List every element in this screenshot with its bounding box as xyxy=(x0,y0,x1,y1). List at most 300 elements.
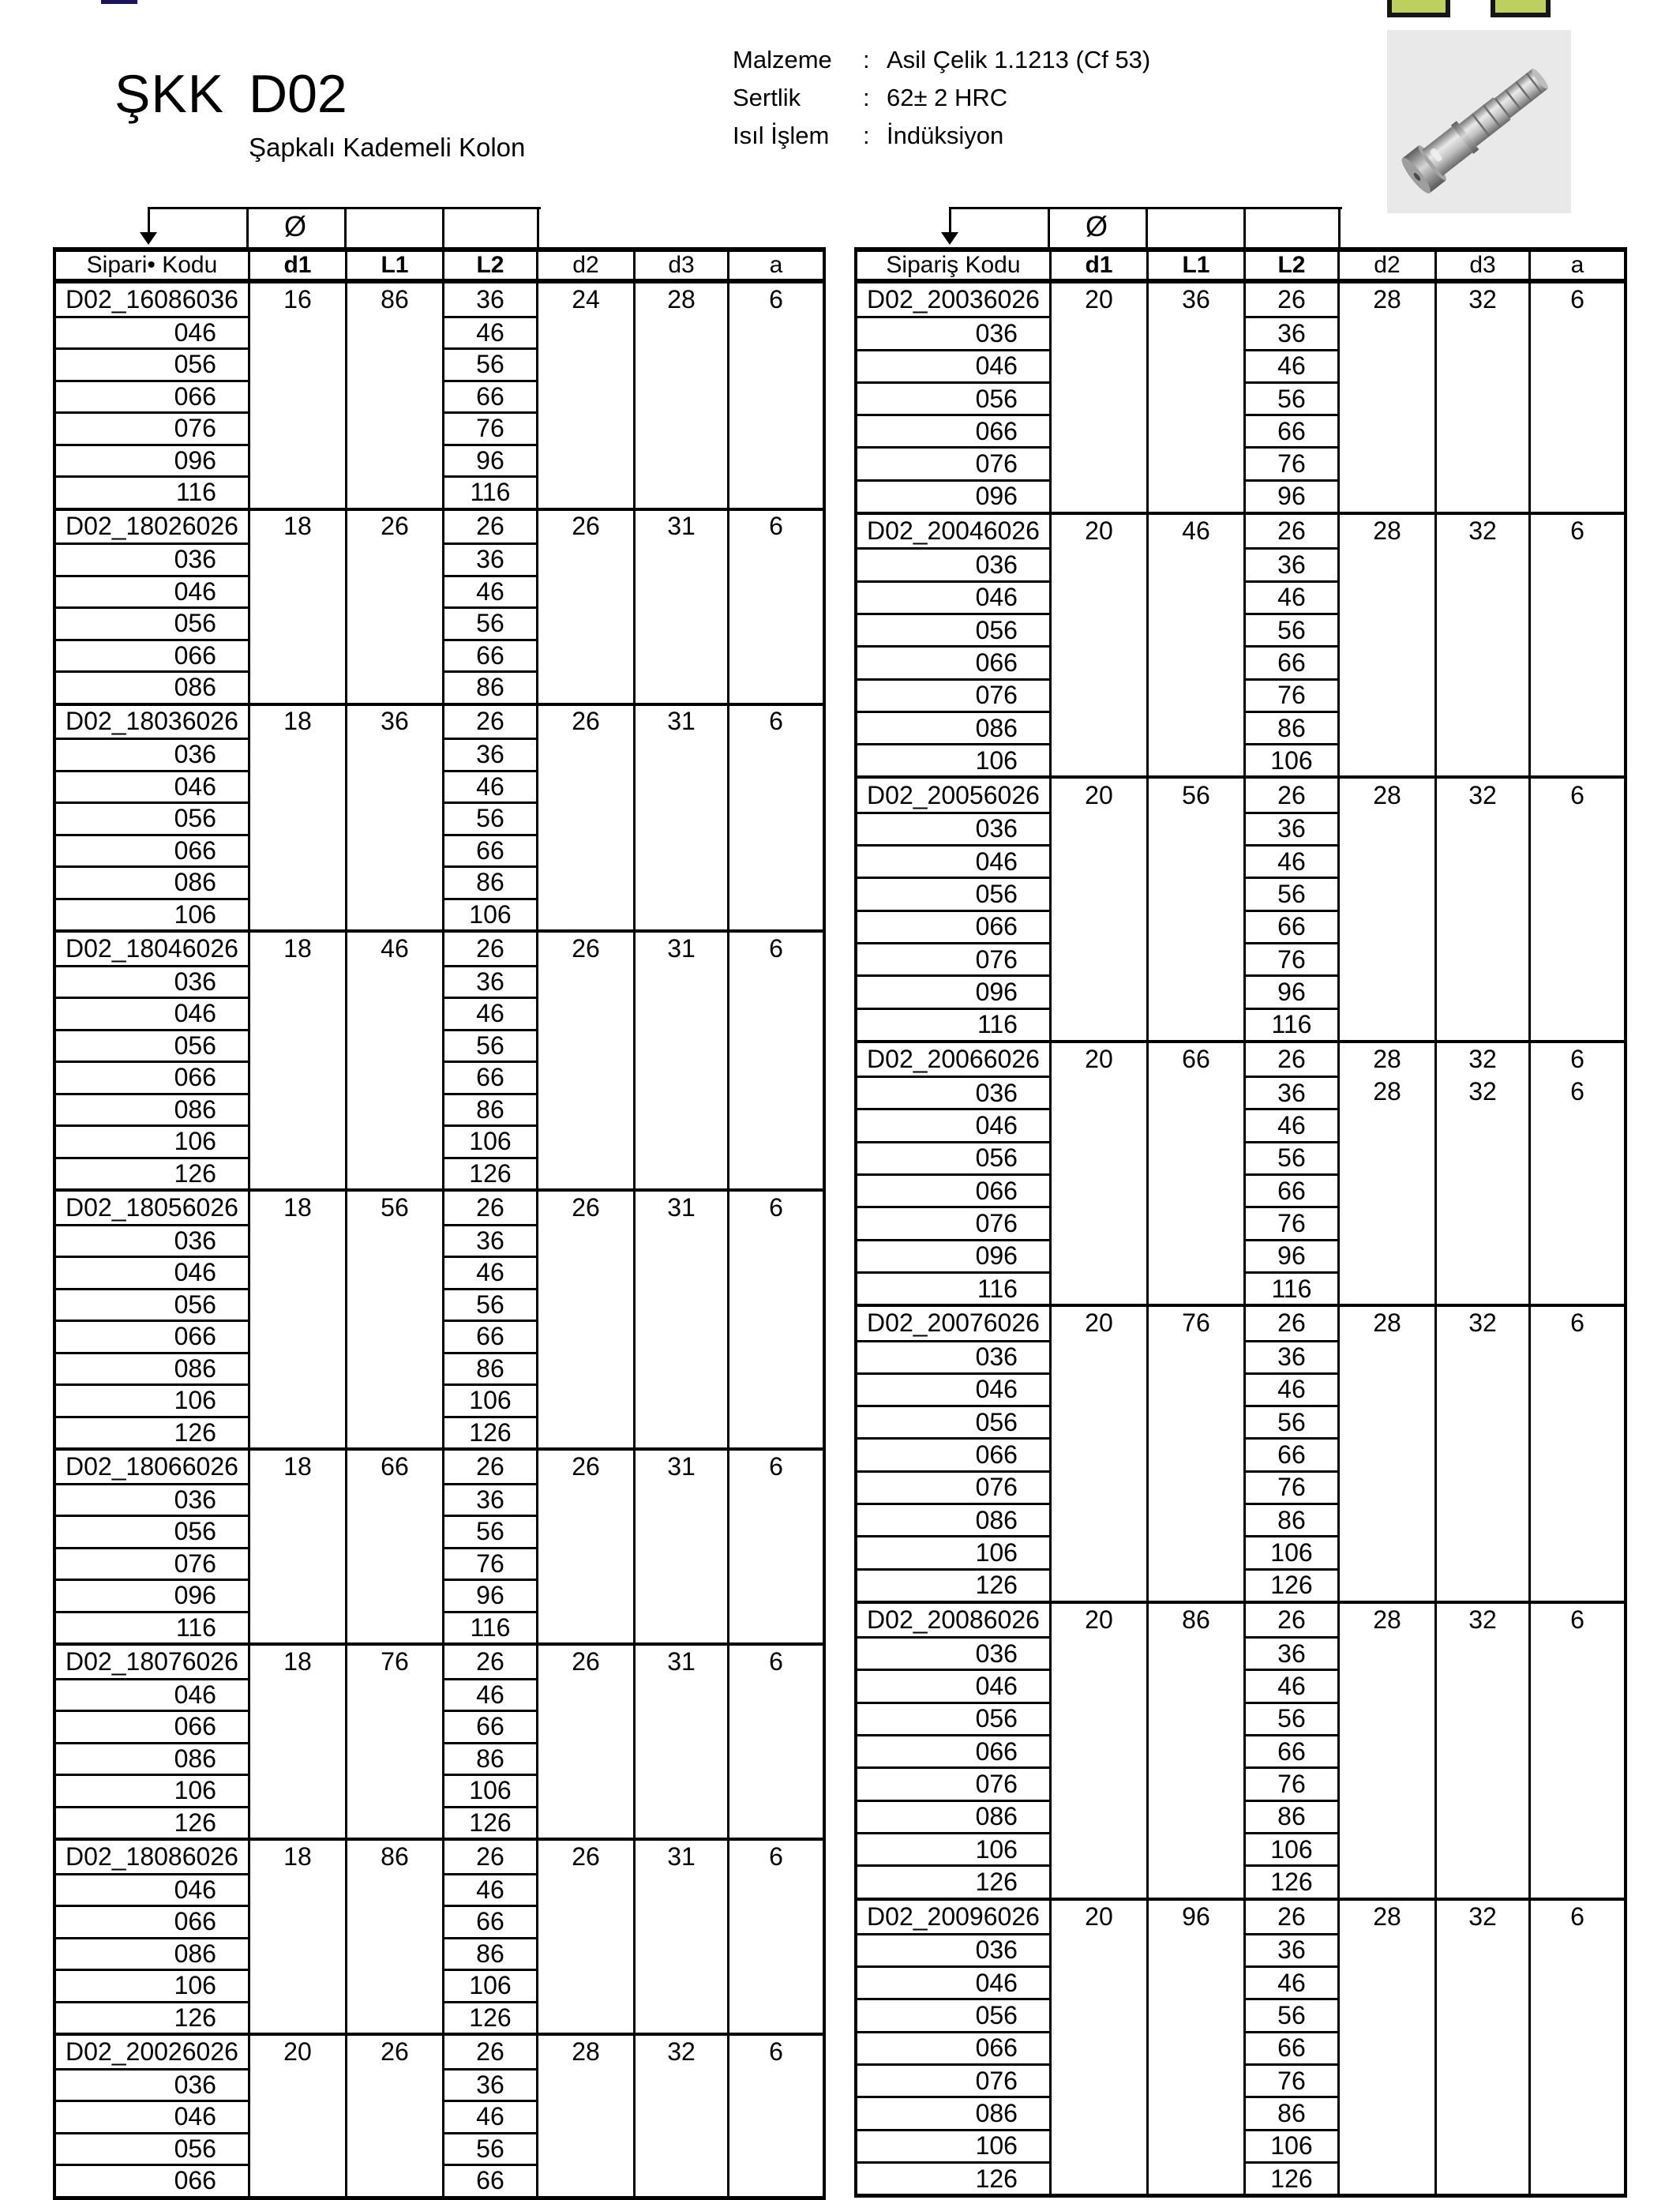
L2-column xyxy=(442,706,536,930)
L2-cell: 56 xyxy=(444,2132,536,2164)
L1-cell: 46 xyxy=(1182,516,1210,546)
d1-cell: 20 xyxy=(1085,1605,1113,1635)
d2-column xyxy=(1337,1307,1434,1601)
L2-cell: 86 xyxy=(444,670,536,703)
down-arrow-icon xyxy=(140,232,157,245)
order-code-cell: 096 xyxy=(857,974,1049,1007)
a-cell: 6 xyxy=(769,933,783,963)
a-cell: 6 xyxy=(1570,1902,1584,1931)
L2-cell: 56 xyxy=(1246,1141,1337,1173)
spec-label: Sertlik xyxy=(733,84,801,111)
a-column xyxy=(727,511,823,703)
L1-column xyxy=(345,2036,442,2196)
order-code-column xyxy=(857,779,1049,1039)
spec-value: Asil Çelik 1.1213 (Cf 53) xyxy=(887,46,1151,73)
L2-cell: 106 xyxy=(1246,2129,1337,2161)
order-code-column xyxy=(857,515,1049,775)
order-code-cell: 106 xyxy=(56,1969,248,2001)
L2-cell: 126 xyxy=(444,2001,536,2033)
d3-cell: 31 xyxy=(667,933,696,963)
spec-row-isil-islem xyxy=(733,117,1150,155)
spec-row-malzeme xyxy=(733,41,1150,79)
order-code-cell: D02_20096026 xyxy=(867,1902,1040,1931)
d1-cell: 20 xyxy=(1085,1044,1113,1073)
d1-column xyxy=(248,933,345,1188)
d3-column xyxy=(1434,1307,1528,1601)
L1-column xyxy=(1146,779,1243,1039)
order-code-cell: D02_18046026 xyxy=(66,933,238,963)
order-group-D02_18086026 xyxy=(56,1838,823,2033)
L1-column xyxy=(1146,1604,1243,1898)
spec-value: İndüksiyon xyxy=(887,122,1004,149)
order-code-cell: 066 xyxy=(857,1173,1049,1206)
order-code-cell: 046 xyxy=(56,316,248,348)
d1-column xyxy=(1049,1901,1146,2194)
order-code-cell: 106 xyxy=(857,743,1049,775)
L2-cell: 56 xyxy=(1246,1998,1337,2030)
d3-column xyxy=(1434,1604,1528,1898)
order-group-D02_20026026 xyxy=(56,2033,823,2196)
L2-cell: 86 xyxy=(444,1937,536,1969)
L2-cell: 26 xyxy=(1277,285,1306,314)
d2-cell: 26 xyxy=(572,1192,600,1222)
a-column xyxy=(1528,1307,1624,1601)
d2-cell: 26 xyxy=(572,1451,600,1481)
L2-cell: 46 xyxy=(1246,844,1337,877)
d2-column xyxy=(536,1841,633,2033)
d2-cell: 28 xyxy=(1373,1605,1401,1635)
order-code-column xyxy=(56,1192,248,1447)
order-code-cell: 086 xyxy=(56,1742,248,1774)
L2-cell: 26 xyxy=(476,1646,504,1676)
a-cell: 6 xyxy=(769,1451,783,1481)
order-group-D02_20056026 xyxy=(857,775,1624,1039)
L2-cell: 26 xyxy=(476,1841,504,1871)
order-code-cell: 096 xyxy=(857,1239,1049,1271)
d3-column xyxy=(1434,283,1528,512)
order-code-cell: 086 xyxy=(857,711,1049,743)
order-code-cell: 056 xyxy=(857,877,1049,909)
L2-cell: 66 xyxy=(1246,2031,1337,2063)
page-subtitle: Şapkalı Kademeli Kolon xyxy=(249,133,526,162)
L2-column xyxy=(1243,779,1337,1039)
order-code-cell: D02_20026026 xyxy=(66,2037,238,2066)
a-cell: 6 xyxy=(1570,1044,1584,1073)
col-header-d1: d1 xyxy=(1049,252,1146,279)
d3-cell: 31 xyxy=(667,1192,696,1222)
order-code-cell: 046 xyxy=(857,1965,1049,1998)
d3-cell: 32 xyxy=(1468,1044,1497,1073)
order-code-cell: 106 xyxy=(857,1535,1049,1567)
order-group-D02_20096026 xyxy=(857,1898,1624,2194)
spec-colon: : xyxy=(863,46,870,73)
L2-cell: 36 xyxy=(1246,1636,1337,1669)
order-code-header: Sipari• Kodu xyxy=(86,252,218,278)
order-code-cell: D02_20056026 xyxy=(867,780,1040,809)
d1-cell: 16 xyxy=(283,284,312,313)
d2-cell: 26 xyxy=(572,707,600,736)
L1-column xyxy=(345,283,442,508)
order-code-cell: 106 xyxy=(56,1124,248,1157)
L2-cell: 86 xyxy=(444,1093,536,1125)
order-code-cell: 106 xyxy=(56,1774,248,1806)
order-code-cell: D02_16086036 xyxy=(66,284,238,313)
order-code-cell: 036 xyxy=(56,1224,248,1256)
order-code-cell: 126 xyxy=(857,2161,1049,2194)
order-code-cell: 036 xyxy=(857,547,1049,580)
table-body xyxy=(56,283,823,2196)
d2-cell: 26 xyxy=(572,1646,600,1676)
d1-cell: 18 xyxy=(283,933,312,963)
order-code-cell: 076 xyxy=(857,2063,1049,2096)
table-frame xyxy=(53,247,826,2200)
spec-colon: : xyxy=(863,122,870,149)
order-code-cell: 036 xyxy=(56,2068,248,2101)
L2-cell: 66 xyxy=(444,639,536,671)
order-group-D02_20036026 xyxy=(857,283,1624,512)
L2-column xyxy=(442,1192,536,1447)
L2-cell: 26 xyxy=(1277,516,1306,546)
order-code-cell: 066 xyxy=(56,2164,248,2196)
order-code-cell: 066 xyxy=(56,639,248,671)
L2-cell: 126 xyxy=(1246,1864,1337,1897)
L2-cell: 116 xyxy=(1246,1271,1337,1304)
L1-column xyxy=(345,1646,442,1838)
d1-cell: 20 xyxy=(1085,516,1113,546)
d1-cell: 20 xyxy=(1085,285,1113,314)
order-code-column xyxy=(56,511,248,703)
d2-cell: 26 xyxy=(572,933,600,963)
L2-cell: 76 xyxy=(444,411,536,444)
d1-column xyxy=(248,283,345,508)
order-code-cell: D02_20086026 xyxy=(867,1605,1040,1635)
diameter-symbol: Ø xyxy=(1085,210,1108,242)
a-column xyxy=(727,283,823,508)
a-column xyxy=(1528,1043,1624,1304)
L2-cell: 76 xyxy=(1246,1470,1337,1503)
order-code-cell: 076 xyxy=(56,411,248,444)
order-code-cell: 056 xyxy=(56,802,248,834)
order-code-cell: 056 xyxy=(857,613,1049,645)
order-code-cell: 036 xyxy=(56,738,248,770)
L1-cell: 36 xyxy=(1182,285,1210,314)
d3-column xyxy=(633,706,727,930)
L2-cell: 46 xyxy=(444,997,536,1029)
order-code-cell: 076 xyxy=(857,446,1049,479)
a-column xyxy=(1528,779,1624,1039)
L2-cell: 76 xyxy=(1246,942,1337,974)
L2-column xyxy=(1243,1043,1337,1304)
d3-column xyxy=(633,511,727,703)
L1-cell: 86 xyxy=(381,284,409,313)
L2-cell: 46 xyxy=(1246,1669,1337,1701)
order-code-cell: 116 xyxy=(56,1611,248,1643)
d1-column xyxy=(1049,1043,1146,1304)
L2-cell: 36 xyxy=(444,965,536,997)
L2-column xyxy=(1243,1901,1337,2194)
L2-cell: 106 xyxy=(444,1774,536,1806)
order-code-cell: 056 xyxy=(56,1029,248,1061)
L1-cell: 46 xyxy=(381,933,409,963)
a-cell: 6 xyxy=(1570,780,1584,809)
order-code-cell: 046 xyxy=(857,580,1049,613)
callout-vertical-line xyxy=(537,207,539,247)
order-code-cell: 066 xyxy=(56,1320,248,1352)
d1-column xyxy=(248,1192,345,1447)
L2-cell: 66 xyxy=(1246,1734,1337,1766)
L1-column xyxy=(1146,1307,1243,1601)
d3-cell: 32 xyxy=(1468,780,1497,809)
a-column xyxy=(727,933,823,1188)
order-group-D02_18026026 xyxy=(56,508,823,703)
order-code-cell: D02_20046026 xyxy=(867,516,1040,546)
col-header-a: a xyxy=(727,252,823,279)
L2-column xyxy=(1243,1604,1337,1898)
d2-cell: 28 xyxy=(1373,1902,1401,1931)
L2-cell: 106 xyxy=(444,1969,536,2001)
L2-cell: 106 xyxy=(444,1383,536,1416)
a-column xyxy=(727,706,823,930)
a-column xyxy=(1528,1604,1624,1898)
order-code-cell: 056 xyxy=(857,1405,1049,1437)
L1-cell: 56 xyxy=(1182,780,1210,809)
L2-cell: 36 xyxy=(444,1483,536,1515)
L1-cell: 66 xyxy=(1182,1044,1210,1073)
d2-column xyxy=(1337,283,1434,512)
a-cell: 6 xyxy=(1570,1605,1584,1635)
a-cell: 6 xyxy=(769,2037,783,2066)
d3-column xyxy=(633,283,727,508)
a-cell: 6 xyxy=(769,1646,783,1676)
spec-label: Malzeme xyxy=(733,46,832,73)
L2-cell: 86 xyxy=(444,1352,536,1384)
order-code-column xyxy=(857,1043,1049,1304)
d3-column xyxy=(633,1841,727,2033)
L2-cell: 46 xyxy=(444,1873,536,1905)
d2-column xyxy=(536,706,633,930)
L1-column xyxy=(345,1841,442,2033)
order-code-cell: 036 xyxy=(857,1340,1049,1372)
a-cell: 6 xyxy=(1570,285,1584,314)
L2-cell: 66 xyxy=(444,1710,536,1742)
order-code-cell: 086 xyxy=(56,1093,248,1125)
L2-column xyxy=(442,1841,536,2033)
L2-cell: 46 xyxy=(444,1256,536,1288)
d2-cell-duplicate: 28 xyxy=(1373,1077,1401,1106)
order-code-cell: 066 xyxy=(56,1710,248,1742)
L2-cell: 26 xyxy=(1277,1308,1306,1338)
L2-column xyxy=(442,2036,536,2196)
d1-column xyxy=(248,511,345,703)
order-code-cell: D02_18086026 xyxy=(66,1841,238,1871)
L2-cell: 56 xyxy=(1246,1405,1337,1437)
L2-cell: 106 xyxy=(444,898,536,930)
d3-cell-duplicate: 32 xyxy=(1468,1077,1497,1106)
a-cell: 6 xyxy=(769,1192,783,1222)
order-code-cell: 066 xyxy=(56,834,248,866)
L1-cell: 66 xyxy=(381,1451,409,1481)
order-code-column xyxy=(56,1646,248,1838)
order-code-cell: 086 xyxy=(857,1800,1049,1832)
order-code-cell: 076 xyxy=(56,1547,248,1579)
order-code-cell: 036 xyxy=(56,1483,248,1515)
L2-cell: 26 xyxy=(1277,1605,1306,1635)
order-code-cell: 106 xyxy=(857,2129,1049,2161)
d1-cell: 20 xyxy=(1085,1902,1113,1931)
d1-cell: 18 xyxy=(283,1451,312,1481)
order-code-column xyxy=(56,2036,248,2196)
page-title-series: ŞKK xyxy=(114,64,225,124)
L2-column xyxy=(442,511,536,703)
d3-cell: 31 xyxy=(667,1841,696,1871)
order-code-cell: 086 xyxy=(56,865,248,898)
d2-cell: 26 xyxy=(572,1841,600,1871)
L2-cell: 66 xyxy=(1246,1173,1337,1206)
a-cell: 6 xyxy=(769,707,783,736)
order-code-cell: 066 xyxy=(857,2031,1049,2063)
d3-cell: 28 xyxy=(667,284,696,313)
L2-cell: 126 xyxy=(1246,2161,1337,2194)
a-column xyxy=(1528,1901,1624,2194)
table-header-row xyxy=(857,247,1624,283)
L2-cell: 96 xyxy=(1246,479,1337,512)
d3-cell: 32 xyxy=(667,2037,696,2066)
diameter-callout xyxy=(854,207,1627,247)
order-code-cell: D02_20036026 xyxy=(867,285,1040,314)
order-code-cell: D02_18056026 xyxy=(66,1192,238,1222)
order-code-cell: D02_18026026 xyxy=(66,512,238,541)
order-code-cell: 036 xyxy=(857,316,1049,348)
L2-cell: 36 xyxy=(1246,547,1337,580)
d3-column xyxy=(633,933,727,1188)
L1-column xyxy=(345,1192,442,1447)
d3-cell: 31 xyxy=(667,707,696,736)
d1-column xyxy=(1049,515,1146,775)
L1-cell: 86 xyxy=(381,1841,409,1871)
order-code-cell: 046 xyxy=(857,349,1049,381)
L2-column xyxy=(442,283,536,508)
order-code-cell: 076 xyxy=(857,942,1049,974)
L2-cell: 36 xyxy=(476,284,504,313)
a-column xyxy=(727,1841,823,2033)
d3-cell: 31 xyxy=(667,1451,696,1481)
d3-column xyxy=(1434,779,1528,1039)
L2-cell: 116 xyxy=(1246,1008,1337,1040)
d3-column xyxy=(633,1646,727,1838)
order-code-cell: 056 xyxy=(857,1141,1049,1173)
L2-cell: 56 xyxy=(444,1288,536,1320)
L2-column xyxy=(1243,1307,1337,1601)
d1-cell: 18 xyxy=(283,707,312,736)
L2-cell: 36 xyxy=(1246,812,1337,844)
order-code-cell: 076 xyxy=(857,1470,1049,1503)
L2-cell: 26 xyxy=(476,512,504,541)
L2-cell: 36 xyxy=(1246,316,1337,348)
L2-cell: 126 xyxy=(444,1416,536,1448)
L1-cell: 56 xyxy=(381,1192,409,1222)
L1-cell: 96 xyxy=(1182,1902,1210,1931)
order-code-cell: 086 xyxy=(56,1937,248,1969)
callout-vertical-line xyxy=(344,207,347,247)
order-code-cell: 066 xyxy=(857,414,1049,446)
order-table-right xyxy=(854,207,1627,2198)
col-header-a: a xyxy=(1528,252,1624,279)
order-group-D02_18046026 xyxy=(56,929,823,1188)
order-code-cell: 046 xyxy=(56,2100,248,2132)
order-code-cell: 076 xyxy=(857,678,1049,711)
a-column xyxy=(727,1646,823,1838)
order-code-cell: 106 xyxy=(56,898,248,930)
callout-vertical-line xyxy=(442,207,444,247)
order-code-cell: 036 xyxy=(857,1933,1049,1965)
order-code-cell: 086 xyxy=(56,670,248,703)
table-frame xyxy=(854,247,1627,2198)
order-code-cell: 056 xyxy=(56,1288,248,1320)
d3-cell: 31 xyxy=(667,1646,696,1676)
d2-column xyxy=(536,1451,633,1642)
stepped-column-render xyxy=(1387,30,1571,213)
a-cell: 6 xyxy=(769,1841,783,1871)
spec-value: 62± 2 HRC xyxy=(887,84,1008,111)
d1-cell: 20 xyxy=(1085,1308,1113,1338)
a-column xyxy=(727,1451,823,1642)
L2-cell: 96 xyxy=(444,444,536,476)
L2-cell: 46 xyxy=(444,316,536,348)
L2-cell: 56 xyxy=(444,802,536,834)
d1-cell: 20 xyxy=(283,2037,312,2066)
L1-column xyxy=(1146,1901,1243,2194)
product-photo xyxy=(1387,30,1571,213)
d3-cell: 31 xyxy=(667,512,696,541)
L1-cell: 36 xyxy=(381,707,409,736)
table-header-row xyxy=(56,247,823,283)
material-specs xyxy=(733,41,1150,155)
down-arrow-shaft xyxy=(949,207,951,233)
a-column xyxy=(727,2036,823,2196)
L2-cell: 66 xyxy=(1246,645,1337,678)
L2-cell: 66 xyxy=(444,1061,536,1093)
L2-cell: 66 xyxy=(444,834,536,866)
d3-column xyxy=(1434,515,1528,775)
col-header-d2: d2 xyxy=(536,252,633,279)
d3-column xyxy=(633,1451,727,1642)
L2-cell: 76 xyxy=(1246,678,1337,711)
brand-icon-right xyxy=(1491,0,1551,17)
d1-column xyxy=(1049,779,1146,1039)
spec-colon: : xyxy=(863,84,870,111)
L2-cell: 56 xyxy=(1246,381,1337,414)
L2-column xyxy=(1243,283,1337,512)
order-code-cell: 116 xyxy=(56,475,248,508)
order-code-column xyxy=(56,283,248,508)
L2-cell: 46 xyxy=(1246,1108,1337,1140)
L2-cell: 126 xyxy=(1246,1568,1337,1601)
order-code-cell: 036 xyxy=(857,1636,1049,1669)
order-code-cell: 126 xyxy=(56,1416,248,1448)
order-code-cell: 046 xyxy=(857,1108,1049,1140)
L2-cell: 46 xyxy=(444,575,536,607)
order-code-cell: 046 xyxy=(56,997,248,1029)
order-code-column xyxy=(56,933,248,1188)
order-code-cell: 056 xyxy=(56,2132,248,2164)
L1-column xyxy=(1146,1043,1243,1304)
d2-column xyxy=(536,2036,633,2196)
L2-cell: 86 xyxy=(1246,2096,1337,2128)
L2-cell: 66 xyxy=(444,1905,536,1937)
cropped-logo-remnant xyxy=(101,0,137,4)
order-code-column xyxy=(56,706,248,930)
col-header-L2: L2 xyxy=(1243,252,1337,279)
